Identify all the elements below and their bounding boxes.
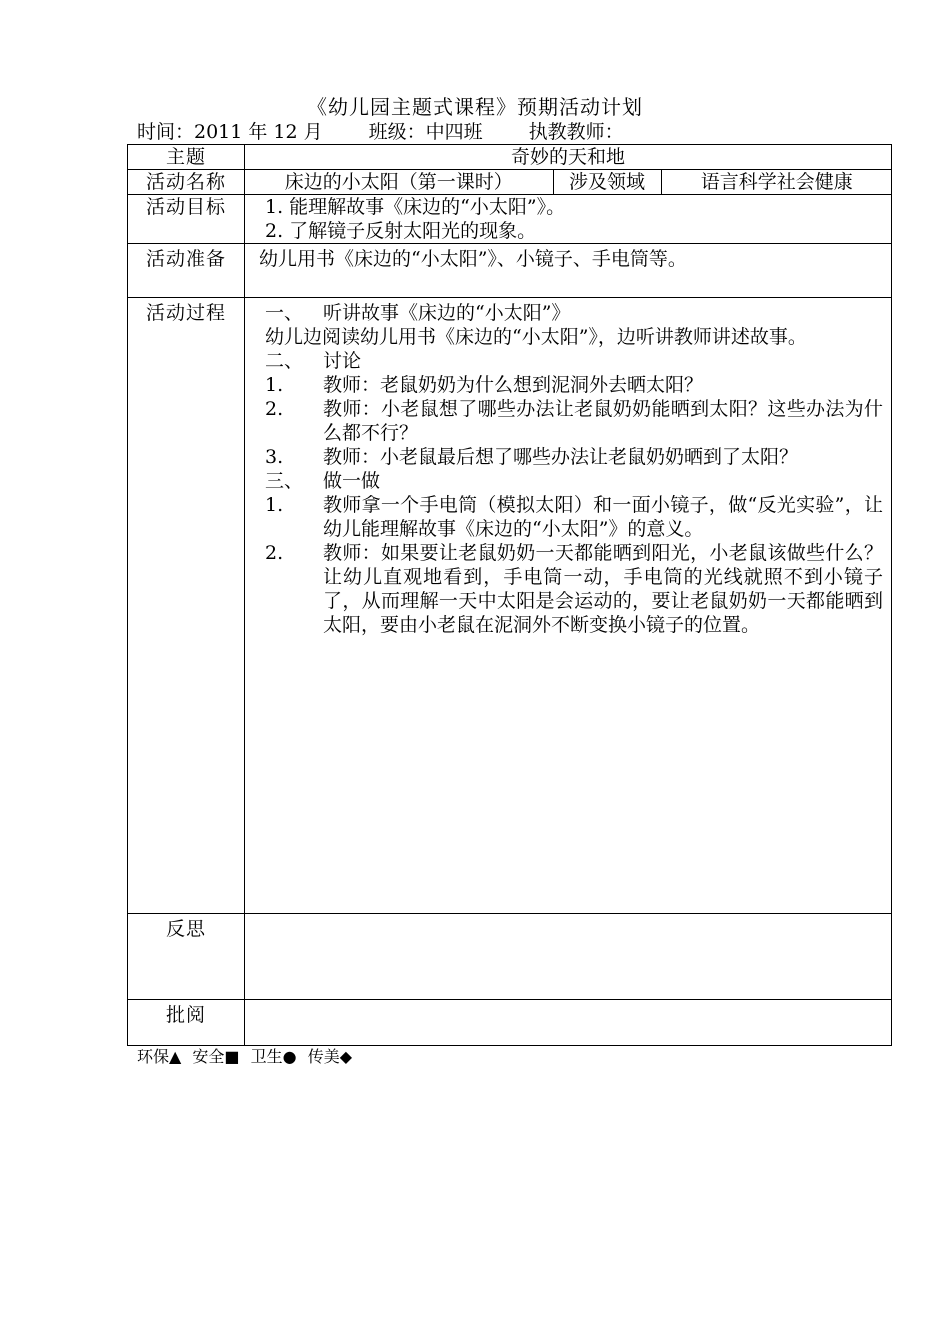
domain-label: 涉及领域 bbox=[553, 170, 661, 194]
prep-label: 活动准备 bbox=[128, 244, 245, 298]
legend-hygiene: 卫生● bbox=[250, 1047, 297, 1066]
plan-table bbox=[127, 144, 892, 1046]
list-item: 2. 教师：如果要让老鼠奶奶一天都能晒到阳光，小老鼠该做些什么？让幼儿直观地看到，手电筒一动，手电筒的光线就照不到小镜子了，从而理解一天中太阳是会运动的，要让老鼠奶奶一天都能晒到太阳，要由小老鼠在泥洞外不断变换小镜子的位置。 bbox=[265, 542, 883, 636]
activity-name-label: 活动名称 bbox=[128, 170, 245, 195]
reflection-cell bbox=[245, 914, 892, 1000]
meta-time: 时间：2011 年 12 月 bbox=[137, 121, 323, 143]
domain-value: 语言科学社会健康 bbox=[661, 170, 892, 194]
footer-legend bbox=[137, 1047, 358, 1067]
list-item: 1. 教师：老鼠奶奶为什么想到泥洞外去晒太阳？ bbox=[265, 374, 704, 396]
prep-value: 幼儿用书《床边的“小太阳”》、小镜子、手电筒等。 bbox=[245, 244, 892, 298]
goal-list bbox=[245, 195, 892, 244]
legend-safety: 安全■ bbox=[192, 1047, 240, 1066]
process-content bbox=[245, 298, 892, 914]
meta-teacher: 执教教师： bbox=[528, 121, 624, 143]
legend-culture: 传美◆ bbox=[307, 1047, 352, 1066]
process-label: 活动过程 bbox=[128, 298, 245, 914]
section-paragraph: 幼儿边阅读幼儿用书《床边的“小太阳”》，边听讲教师讲述故事。 bbox=[265, 326, 807, 348]
goal-label: 活动目标 bbox=[128, 195, 245, 244]
page-title: 《幼儿园主题式课程》预期活动计划 bbox=[307, 95, 643, 119]
reflection-label: 反思 bbox=[128, 914, 245, 1000]
list-item: 3. 教师：小老鼠最后想了哪些办法让老鼠奶奶晒到了太阳？ bbox=[265, 446, 799, 468]
meta-class: 班级：中四班 bbox=[368, 121, 483, 143]
activity-name-value: 床边的小太阳（第一课时） bbox=[284, 171, 513, 193]
activity-name-cell bbox=[245, 170, 892, 195]
theme-value: 奇妙的天和地 bbox=[245, 145, 892, 170]
theme-label: 主题 bbox=[128, 145, 245, 170]
list-item: 1. 教师拿一个手电筒（模拟太阳）和一面小镜子，做“反光实验”，让幼儿能理解故事《床边的“小太阳”》的意义。 bbox=[265, 494, 883, 540]
review-cell bbox=[245, 1000, 892, 1046]
meta-line bbox=[137, 120, 624, 144]
list-item: 2. 教师：小老鼠想了哪些办法让老鼠奶奶能晒到太阳？这些办法为什么都不行？ bbox=[265, 398, 883, 444]
section-heading: 一、 听讲故事《床边的“小太阳”》 bbox=[265, 302, 571, 324]
goal-item: 1. 能理解故事《床边的“小太阳”》。 bbox=[265, 196, 566, 218]
section-heading: 三、 做一做 bbox=[265, 470, 381, 492]
review-label: 批阅 bbox=[128, 1000, 245, 1046]
legend-eco: 环保▲ bbox=[137, 1047, 182, 1066]
goal-item: 2. 了解镜子反射太阳光的现象。 bbox=[265, 220, 537, 242]
section-heading: 二、 讨论 bbox=[265, 350, 362, 372]
